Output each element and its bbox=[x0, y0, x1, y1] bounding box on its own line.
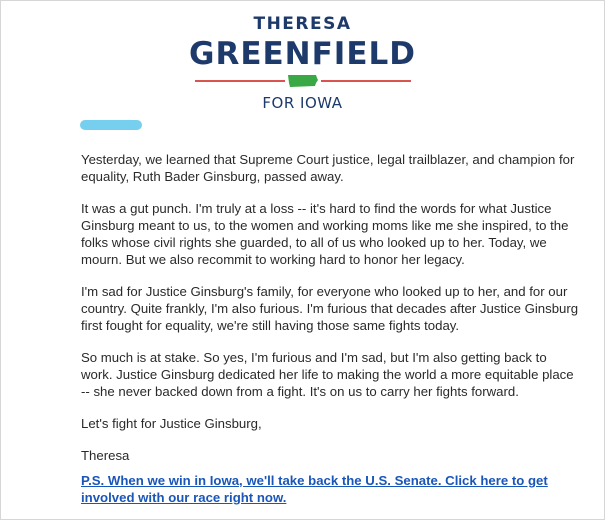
logo-divider bbox=[195, 74, 411, 88]
email-paragraph: It was a gut punch. I'm truly at a loss -- it's hard to find the words for what Justice Ginsburg meant to us, to the women and working moms like me she inspired, to the folks whose civil rights she guarded, to all of us who looked up to her. Today, we mourn. But we also recommit to working hard to honor her legacy. bbox=[81, 201, 569, 267]
campaign-logo bbox=[0, 14, 605, 112]
logo-last-name: GREENFIELD bbox=[189, 36, 416, 72]
email-paragraph: So much is at stake. So yes, I'm furious and I'm sad, but I'm also getting back to work. Justice Ginsburg dedicated her life to making the world a more equitable place -- she never backed down from a fight. It's on us to carry her fights forward. bbox=[81, 350, 574, 399]
ps-link[interactable]: P.S. When we win in Iowa, we'll take back the U.S. Senate. Click here to get involved with our race right now. bbox=[81, 473, 548, 505]
email-paragraph: I'm sad for Justice Ginsburg's family, for everyone who looked up to her, and for our country. Quite frankly, I'm also furious. I'm furious that decades after Justice Ginsburg first fought for equality, we're still having those same fights today. bbox=[81, 284, 579, 333]
logo-first-name: THERESA bbox=[253, 14, 352, 34]
email-body bbox=[81, 151, 581, 479]
iowa-state-icon bbox=[287, 74, 319, 88]
logo-divider-right-line bbox=[321, 80, 411, 82]
redacted-salutation-mark bbox=[80, 120, 142, 130]
email-signature: Theresa bbox=[81, 448, 130, 463]
email-paragraph: Yesterday, we learned that Supreme Court justice, legal trailblazer, and champion for equality, Ruth Bader Ginsburg, passed away. bbox=[81, 152, 575, 184]
email-signoff: Let's fight for Justice Ginsburg, bbox=[81, 416, 262, 431]
logo-divider-left-line bbox=[195, 80, 285, 82]
logo-subtitle: FOR IOWA bbox=[262, 94, 343, 112]
